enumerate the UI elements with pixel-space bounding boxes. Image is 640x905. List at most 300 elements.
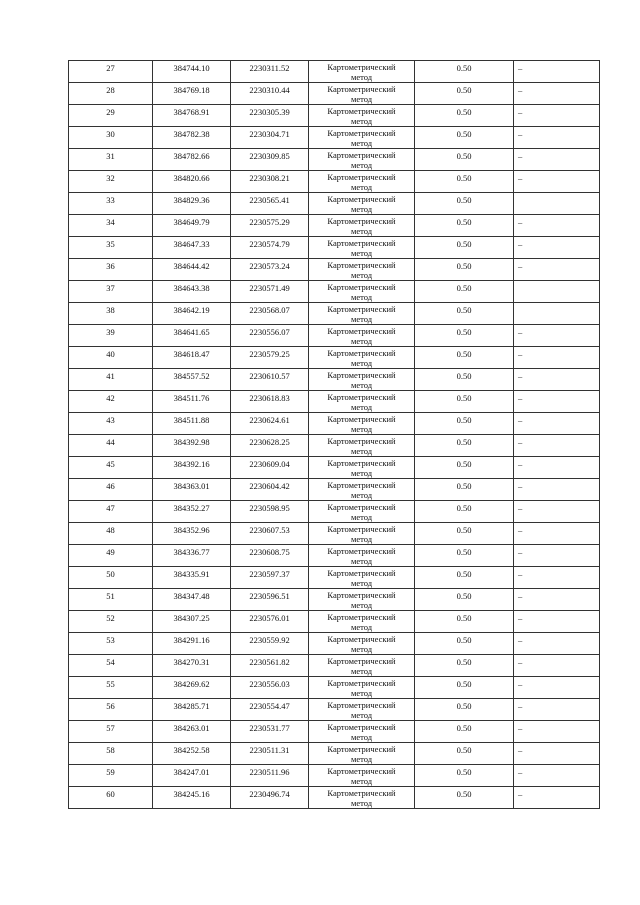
method-line-1: Картометрический bbox=[327, 238, 396, 248]
table-row bbox=[69, 765, 600, 787]
method-line-2: метод bbox=[350, 424, 373, 434]
x-coordinate-cell: 384336.77 bbox=[153, 545, 231, 567]
point-number-cell: 43 bbox=[69, 413, 153, 435]
method-cell bbox=[309, 325, 415, 347]
y-coordinate-cell: 2230608.75 bbox=[231, 545, 309, 567]
note-cell: – bbox=[514, 413, 600, 435]
method-cell bbox=[309, 281, 415, 303]
x-coordinate-cell: 384644.42 bbox=[153, 259, 231, 281]
method-cell bbox=[309, 149, 415, 171]
y-coordinate-cell: 2230574.79 bbox=[231, 237, 309, 259]
x-coordinate-cell: 384269.62 bbox=[153, 677, 231, 699]
method-cell bbox=[309, 721, 415, 743]
x-coordinate-cell: 384347.48 bbox=[153, 589, 231, 611]
method-line-1: Картометрический bbox=[327, 722, 396, 732]
note-cell: – bbox=[514, 457, 600, 479]
method-cell bbox=[309, 633, 415, 655]
method-line-1: Картометрический bbox=[327, 612, 396, 622]
precision-cell: 0.50 bbox=[415, 545, 514, 567]
precision-cell: 0.50 bbox=[415, 369, 514, 391]
precision-cell: 0.50 bbox=[415, 435, 514, 457]
table-row bbox=[69, 743, 600, 765]
method-line-2: метод bbox=[350, 490, 373, 500]
point-number-cell: 44 bbox=[69, 435, 153, 457]
table-row bbox=[69, 303, 600, 325]
method-line-2: метод bbox=[350, 314, 373, 324]
note-cell bbox=[514, 281, 600, 303]
precision-cell: 0.50 bbox=[415, 237, 514, 259]
x-coordinate-cell: 384392.98 bbox=[153, 435, 231, 457]
table-row bbox=[69, 413, 600, 435]
method-line-2: метод bbox=[350, 622, 373, 632]
x-coordinate-cell: 384782.38 bbox=[153, 127, 231, 149]
method-line-1: Картометрический bbox=[327, 524, 396, 534]
x-coordinate-cell: 384307.25 bbox=[153, 611, 231, 633]
note-cell: – bbox=[514, 149, 600, 171]
method-line-2: метод bbox=[350, 292, 373, 302]
note-cell: – bbox=[514, 677, 600, 699]
method-cell bbox=[309, 545, 415, 567]
precision-cell: 0.50 bbox=[415, 743, 514, 765]
method-line-2: метод bbox=[350, 798, 373, 808]
method-line-2: метод bbox=[350, 666, 373, 676]
precision-cell: 0.50 bbox=[415, 633, 514, 655]
note-cell: – bbox=[514, 171, 600, 193]
method-cell bbox=[309, 677, 415, 699]
y-coordinate-cell: 2230598.95 bbox=[231, 501, 309, 523]
note-cell: – bbox=[514, 479, 600, 501]
point-number-cell: 32 bbox=[69, 171, 153, 193]
y-coordinate-cell: 2230559.92 bbox=[231, 633, 309, 655]
note-cell: – bbox=[514, 127, 600, 149]
method-line-2: метод bbox=[350, 556, 373, 566]
x-coordinate-cell: 384285.71 bbox=[153, 699, 231, 721]
y-coordinate-cell: 2230308.21 bbox=[231, 171, 309, 193]
method-cell bbox=[309, 765, 415, 787]
precision-cell: 0.50 bbox=[415, 765, 514, 787]
x-coordinate-cell: 384649.79 bbox=[153, 215, 231, 237]
method-line-1: Картометрический bbox=[327, 656, 396, 666]
method-cell bbox=[309, 589, 415, 611]
precision-cell: 0.50 bbox=[415, 721, 514, 743]
y-coordinate-cell: 2230310.44 bbox=[231, 83, 309, 105]
table-row bbox=[69, 259, 600, 281]
point-number-cell: 60 bbox=[69, 787, 153, 809]
method-line-2: метод bbox=[350, 380, 373, 390]
point-number-cell: 27 bbox=[69, 61, 153, 83]
point-number-cell: 50 bbox=[69, 567, 153, 589]
precision-cell: 0.50 bbox=[415, 655, 514, 677]
point-number-cell: 28 bbox=[69, 83, 153, 105]
precision-cell: 0.50 bbox=[415, 259, 514, 281]
method-line-2: метод bbox=[350, 116, 373, 126]
precision-cell: 0.50 bbox=[415, 501, 514, 523]
precision-cell: 0.50 bbox=[415, 457, 514, 479]
precision-cell: 0.50 bbox=[415, 149, 514, 171]
method-cell bbox=[309, 435, 415, 457]
table-row bbox=[69, 171, 600, 193]
precision-cell: 0.50 bbox=[415, 523, 514, 545]
x-coordinate-cell: 384744.10 bbox=[153, 61, 231, 83]
method-line-2: метод bbox=[350, 204, 373, 214]
precision-cell: 0.50 bbox=[415, 699, 514, 721]
method-line-1: Картометрический bbox=[327, 194, 396, 204]
note-cell: – bbox=[514, 633, 600, 655]
table-row bbox=[69, 633, 600, 655]
y-coordinate-cell: 2230571.49 bbox=[231, 281, 309, 303]
point-number-cell: 58 bbox=[69, 743, 153, 765]
method-line-1: Картометрический bbox=[327, 502, 396, 512]
x-coordinate-cell: 384270.31 bbox=[153, 655, 231, 677]
table-row bbox=[69, 567, 600, 589]
precision-cell: 0.50 bbox=[415, 61, 514, 83]
method-line-1: Картометрический bbox=[327, 458, 396, 468]
note-cell: – bbox=[514, 259, 600, 281]
method-line-2: метод bbox=[350, 72, 373, 82]
method-cell bbox=[309, 193, 415, 215]
point-number-cell: 40 bbox=[69, 347, 153, 369]
y-coordinate-cell: 2230511.96 bbox=[231, 765, 309, 787]
note-cell: – bbox=[514, 347, 600, 369]
method-line-1: Картометрический bbox=[327, 744, 396, 754]
y-coordinate-cell: 2230561.82 bbox=[231, 655, 309, 677]
method-line-1: Картометрический bbox=[327, 348, 396, 358]
table-row bbox=[69, 699, 600, 721]
table-row bbox=[69, 193, 600, 215]
table-row bbox=[69, 149, 600, 171]
y-coordinate-cell: 2230565.41 bbox=[231, 193, 309, 215]
x-coordinate-cell: 384641.65 bbox=[153, 325, 231, 347]
note-cell: – bbox=[514, 369, 600, 391]
note-cell: – bbox=[514, 105, 600, 127]
method-line-1: Картометрический bbox=[327, 260, 396, 270]
method-line-2: метод bbox=[350, 182, 373, 192]
method-line-2: метод bbox=[350, 446, 373, 456]
y-coordinate-cell: 2230511.31 bbox=[231, 743, 309, 765]
method-line-1: Картометрический bbox=[327, 788, 396, 798]
point-number-cell: 56 bbox=[69, 699, 153, 721]
point-number-cell: 42 bbox=[69, 391, 153, 413]
point-number-cell: 47 bbox=[69, 501, 153, 523]
point-number-cell: 54 bbox=[69, 655, 153, 677]
note-cell: – bbox=[514, 61, 600, 83]
y-coordinate-cell: 2230531.77 bbox=[231, 721, 309, 743]
x-coordinate-cell: 384392.16 bbox=[153, 457, 231, 479]
note-cell: – bbox=[514, 787, 600, 809]
note-cell: – bbox=[514, 215, 600, 237]
table-row bbox=[69, 545, 600, 567]
method-cell bbox=[309, 523, 415, 545]
point-number-cell: 35 bbox=[69, 237, 153, 259]
note-cell: – bbox=[514, 391, 600, 413]
point-number-cell: 49 bbox=[69, 545, 153, 567]
x-coordinate-cell: 384252.58 bbox=[153, 743, 231, 765]
method-cell bbox=[309, 105, 415, 127]
method-cell bbox=[309, 215, 415, 237]
y-coordinate-cell: 2230304.71 bbox=[231, 127, 309, 149]
y-coordinate-cell: 2230604.42 bbox=[231, 479, 309, 501]
precision-cell: 0.50 bbox=[415, 325, 514, 347]
method-cell bbox=[309, 567, 415, 589]
note-cell bbox=[514, 193, 600, 215]
precision-cell: 0.50 bbox=[415, 787, 514, 809]
note-cell: – bbox=[514, 589, 600, 611]
table-row bbox=[69, 523, 600, 545]
coordinates-table-body bbox=[69, 61, 600, 809]
note-cell: – bbox=[514, 699, 600, 721]
table-row bbox=[69, 479, 600, 501]
x-coordinate-cell: 384511.76 bbox=[153, 391, 231, 413]
method-line-1: Картометрический bbox=[327, 326, 396, 336]
x-coordinate-cell: 384352.96 bbox=[153, 523, 231, 545]
note-cell: – bbox=[514, 567, 600, 589]
table-row bbox=[69, 237, 600, 259]
point-number-cell: 46 bbox=[69, 479, 153, 501]
point-number-cell: 36 bbox=[69, 259, 153, 281]
method-cell bbox=[309, 237, 415, 259]
point-number-cell: 39 bbox=[69, 325, 153, 347]
y-coordinate-cell: 2230305.39 bbox=[231, 105, 309, 127]
note-cell: – bbox=[514, 325, 600, 347]
precision-cell: 0.50 bbox=[415, 281, 514, 303]
y-coordinate-cell: 2230609.04 bbox=[231, 457, 309, 479]
note-cell: – bbox=[514, 237, 600, 259]
precision-cell: 0.50 bbox=[415, 347, 514, 369]
precision-cell: 0.50 bbox=[415, 677, 514, 699]
x-coordinate-cell: 384820.66 bbox=[153, 171, 231, 193]
y-coordinate-cell: 2230596.51 bbox=[231, 589, 309, 611]
precision-cell: 0.50 bbox=[415, 303, 514, 325]
point-number-cell: 34 bbox=[69, 215, 153, 237]
precision-cell: 0.50 bbox=[415, 413, 514, 435]
x-coordinate-cell: 384245.16 bbox=[153, 787, 231, 809]
precision-cell: 0.50 bbox=[415, 193, 514, 215]
y-coordinate-cell: 2230628.25 bbox=[231, 435, 309, 457]
precision-cell: 0.50 bbox=[415, 105, 514, 127]
point-number-cell: 29 bbox=[69, 105, 153, 127]
method-line-1: Картометрический bbox=[327, 128, 396, 138]
method-line-2: метод bbox=[350, 710, 373, 720]
note-cell: – bbox=[514, 765, 600, 787]
method-line-1: Картометрический bbox=[327, 766, 396, 776]
y-coordinate-cell: 2230554.47 bbox=[231, 699, 309, 721]
y-coordinate-cell: 2230597.37 bbox=[231, 567, 309, 589]
x-coordinate-cell: 384557.52 bbox=[153, 369, 231, 391]
method-line-1: Картометрический bbox=[327, 568, 396, 578]
method-line-1: Картометрический bbox=[327, 150, 396, 160]
point-number-cell: 48 bbox=[69, 523, 153, 545]
y-coordinate-cell: 2230607.53 bbox=[231, 523, 309, 545]
x-coordinate-cell: 384768.91 bbox=[153, 105, 231, 127]
precision-cell: 0.50 bbox=[415, 611, 514, 633]
x-coordinate-cell: 384643.38 bbox=[153, 281, 231, 303]
method-line-2: метод bbox=[350, 776, 373, 786]
method-cell bbox=[309, 457, 415, 479]
y-coordinate-cell: 2230309.85 bbox=[231, 149, 309, 171]
table-row bbox=[69, 611, 600, 633]
method-cell bbox=[309, 655, 415, 677]
method-line-2: метод bbox=[350, 226, 373, 236]
method-line-2: метод bbox=[350, 468, 373, 478]
method-line-2: метод bbox=[350, 600, 373, 610]
y-coordinate-cell: 2230575.29 bbox=[231, 215, 309, 237]
y-coordinate-cell: 2230624.61 bbox=[231, 413, 309, 435]
table-row bbox=[69, 127, 600, 149]
point-number-cell: 57 bbox=[69, 721, 153, 743]
method-line-1: Картометрический bbox=[327, 370, 396, 380]
method-line-1: Картометрический bbox=[327, 216, 396, 226]
method-cell bbox=[309, 369, 415, 391]
note-cell bbox=[514, 303, 600, 325]
method-cell bbox=[309, 259, 415, 281]
method-line-2: метод bbox=[350, 138, 373, 148]
precision-cell: 0.50 bbox=[415, 589, 514, 611]
y-coordinate-cell: 2230579.25 bbox=[231, 347, 309, 369]
note-cell: – bbox=[514, 501, 600, 523]
method-cell bbox=[309, 611, 415, 633]
table-row bbox=[69, 281, 600, 303]
method-line-1: Картометрический bbox=[327, 392, 396, 402]
method-line-1: Картометрический bbox=[327, 634, 396, 644]
note-cell: – bbox=[514, 655, 600, 677]
point-number-cell: 41 bbox=[69, 369, 153, 391]
method-cell bbox=[309, 171, 415, 193]
point-number-cell: 55 bbox=[69, 677, 153, 699]
method-cell bbox=[309, 699, 415, 721]
table-row bbox=[69, 83, 600, 105]
note-cell: – bbox=[514, 545, 600, 567]
point-number-cell: 53 bbox=[69, 633, 153, 655]
table-row bbox=[69, 325, 600, 347]
point-number-cell: 30 bbox=[69, 127, 153, 149]
method-cell bbox=[309, 743, 415, 765]
method-line-1: Картометрический bbox=[327, 106, 396, 116]
x-coordinate-cell: 384352.27 bbox=[153, 501, 231, 523]
precision-cell: 0.50 bbox=[415, 171, 514, 193]
method-line-1: Картометрический bbox=[327, 678, 396, 688]
method-cell bbox=[309, 413, 415, 435]
precision-cell: 0.50 bbox=[415, 215, 514, 237]
method-line-2: метод bbox=[350, 358, 373, 368]
method-line-1: Картометрический bbox=[327, 84, 396, 94]
table-row bbox=[69, 435, 600, 457]
method-line-2: метод bbox=[350, 688, 373, 698]
precision-cell: 0.50 bbox=[415, 479, 514, 501]
method-cell bbox=[309, 83, 415, 105]
point-number-cell: 51 bbox=[69, 589, 153, 611]
x-coordinate-cell: 384642.19 bbox=[153, 303, 231, 325]
x-coordinate-cell: 384247.01 bbox=[153, 765, 231, 787]
x-coordinate-cell: 384263.01 bbox=[153, 721, 231, 743]
x-coordinate-cell: 384647.33 bbox=[153, 237, 231, 259]
method-line-1: Картометрический bbox=[327, 480, 396, 490]
method-line-2: метод bbox=[350, 754, 373, 764]
note-cell: – bbox=[514, 721, 600, 743]
method-line-1: Картометрический bbox=[327, 700, 396, 710]
method-line-2: метод bbox=[350, 578, 373, 588]
coordinates-table bbox=[68, 60, 600, 809]
point-number-cell: 52 bbox=[69, 611, 153, 633]
y-coordinate-cell: 2230311.52 bbox=[231, 61, 309, 83]
method-line-2: метод bbox=[350, 644, 373, 654]
method-line-2: метод bbox=[350, 534, 373, 544]
y-coordinate-cell: 2230618.83 bbox=[231, 391, 309, 413]
x-coordinate-cell: 384782.66 bbox=[153, 149, 231, 171]
y-coordinate-cell: 2230556.03 bbox=[231, 677, 309, 699]
method-line-1: Картометрический bbox=[327, 304, 396, 314]
y-coordinate-cell: 2230556.07 bbox=[231, 325, 309, 347]
method-line-1: Картометрический bbox=[327, 590, 396, 600]
precision-cell: 0.50 bbox=[415, 567, 514, 589]
method-line-2: метод bbox=[350, 94, 373, 104]
table-row bbox=[69, 61, 600, 83]
method-line-1: Картометрический bbox=[327, 414, 396, 424]
table-row bbox=[69, 677, 600, 699]
x-coordinate-cell: 384829.36 bbox=[153, 193, 231, 215]
method-line-1: Картометрический bbox=[327, 172, 396, 182]
method-cell bbox=[309, 61, 415, 83]
method-line-2: метод bbox=[350, 512, 373, 522]
method-line-2: метод bbox=[350, 732, 373, 742]
point-number-cell: 31 bbox=[69, 149, 153, 171]
point-number-cell: 38 bbox=[69, 303, 153, 325]
method-line-2: метод bbox=[350, 270, 373, 280]
method-cell bbox=[309, 479, 415, 501]
method-line-2: метод bbox=[350, 336, 373, 346]
y-coordinate-cell: 2230573.24 bbox=[231, 259, 309, 281]
method-line-1: Картометрический bbox=[327, 546, 396, 556]
x-coordinate-cell: 384363.01 bbox=[153, 479, 231, 501]
x-coordinate-cell: 384335.91 bbox=[153, 567, 231, 589]
point-number-cell: 33 bbox=[69, 193, 153, 215]
table-row bbox=[69, 369, 600, 391]
table-row bbox=[69, 589, 600, 611]
x-coordinate-cell: 384291.16 bbox=[153, 633, 231, 655]
table-row bbox=[69, 391, 600, 413]
method-cell bbox=[309, 391, 415, 413]
note-cell: – bbox=[514, 743, 600, 765]
note-cell: – bbox=[514, 435, 600, 457]
point-number-cell: 37 bbox=[69, 281, 153, 303]
table-row bbox=[69, 787, 600, 809]
y-coordinate-cell: 2230496.74 bbox=[231, 787, 309, 809]
method-line-2: метод bbox=[350, 402, 373, 412]
table-row bbox=[69, 347, 600, 369]
method-cell bbox=[309, 787, 415, 809]
x-coordinate-cell: 384511.88 bbox=[153, 413, 231, 435]
table-row bbox=[69, 655, 600, 677]
method-cell bbox=[309, 127, 415, 149]
method-line-1: Картометрический bbox=[327, 62, 396, 72]
method-line-2: метод bbox=[350, 160, 373, 170]
method-line-2: метод bbox=[350, 248, 373, 258]
table-row bbox=[69, 501, 600, 523]
table-row bbox=[69, 457, 600, 479]
method-cell bbox=[309, 501, 415, 523]
note-cell: – bbox=[514, 611, 600, 633]
point-number-cell: 59 bbox=[69, 765, 153, 787]
note-cell: – bbox=[514, 83, 600, 105]
table-row bbox=[69, 215, 600, 237]
precision-cell: 0.50 bbox=[415, 127, 514, 149]
method-line-1: Картометрический bbox=[327, 436, 396, 446]
method-cell bbox=[309, 347, 415, 369]
precision-cell: 0.50 bbox=[415, 83, 514, 105]
x-coordinate-cell: 384769.18 bbox=[153, 83, 231, 105]
x-coordinate-cell: 384618.47 bbox=[153, 347, 231, 369]
method-line-1: Картометрический bbox=[327, 282, 396, 292]
table-row bbox=[69, 721, 600, 743]
